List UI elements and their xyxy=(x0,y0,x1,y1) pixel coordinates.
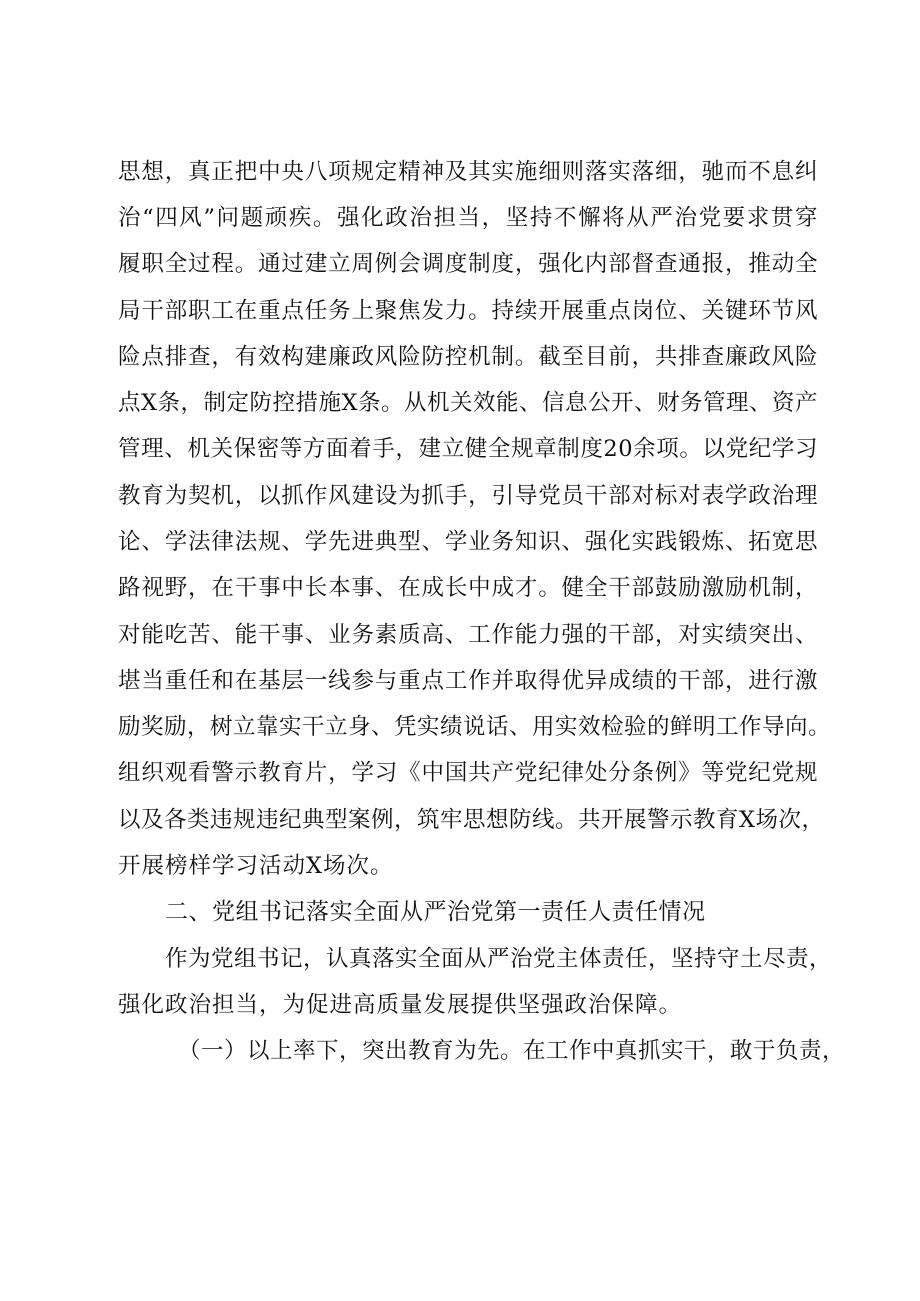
body-text-line: 组织观看警示教育片，学习《中国共产党纪律处分条例》等党纪党规 xyxy=(118,760,818,786)
sub-paragraph-line: （一）以上率下，突出教育为先。在工作中真抓实干，敢于负责， xyxy=(178,1038,846,1064)
section-heading: 二、党组书记落实全面从严治党第一责任人责任情况 xyxy=(165,899,706,925)
body-text-line: 开展榜样学习活动X场次。 xyxy=(118,853,394,879)
body-text-line: 强化政治担当，为促进高质量发展提供坚强政治保障。 xyxy=(118,992,683,1018)
body-text-line: 教育为契机，以抓作风建设为抓手，引导党员干部对标对表学政治理 xyxy=(118,483,818,509)
body-text-line: 堪当重任和在基层一线参与重点工作并取得优异成绩的干部，进行激 xyxy=(118,668,818,694)
body-text-line: 履职全过程。通过建立周例会调度制度，强化内部督查通报，推动全 xyxy=(118,251,818,277)
body-text-line: 管理、机关保密等方面着手，建立健全规章制度20余项。以党纪学习 xyxy=(118,436,818,462)
body-text-line: 论、学法律法规、学先进典型、学业务知识、强化实践锻炼、拓宽思 xyxy=(118,529,818,555)
body-text-line: 治“四风”问题顽疾。强化政治担当，坚持不懈将从严治党要求贯穿 xyxy=(118,205,818,231)
body-text-line: 以及各类违规违纪典型案例，筑牢思想防线。共开展警示教育X场次， xyxy=(118,807,825,833)
body-text-line: 思想，真正把中央八项规定精神及其实施细则落实落细，驰而不息纠 xyxy=(118,159,818,185)
body-text-line: 励奖励，树立靠实干立身、凭实绩说话、用实效检验的鲜明工作导向。 xyxy=(118,714,832,740)
body-text-line: 作为党组书记，认真落实全面从严治党主体责任，坚持守土尽责， xyxy=(165,946,833,972)
body-text-line: 险点排查，有效构建廉政风险防控机制。截至目前，共排查廉政风险 xyxy=(118,344,818,370)
body-text-line: 对能吃苦、能干事、业务素质高、工作能力强的干部，对实绩突出、 xyxy=(118,622,818,648)
body-text-line: 路视野，在干事中长本事、在成长中成才。健全干部鼓励激励机制， xyxy=(118,575,818,601)
body-text-line: 局干部职工在重点任务上聚焦发力。持续开展重点岗位、关键环节风 xyxy=(118,298,818,324)
body-text-line: 点X条，制定防控措施X条。从机关效能、信息公开、财务管理、资产 xyxy=(118,390,819,416)
